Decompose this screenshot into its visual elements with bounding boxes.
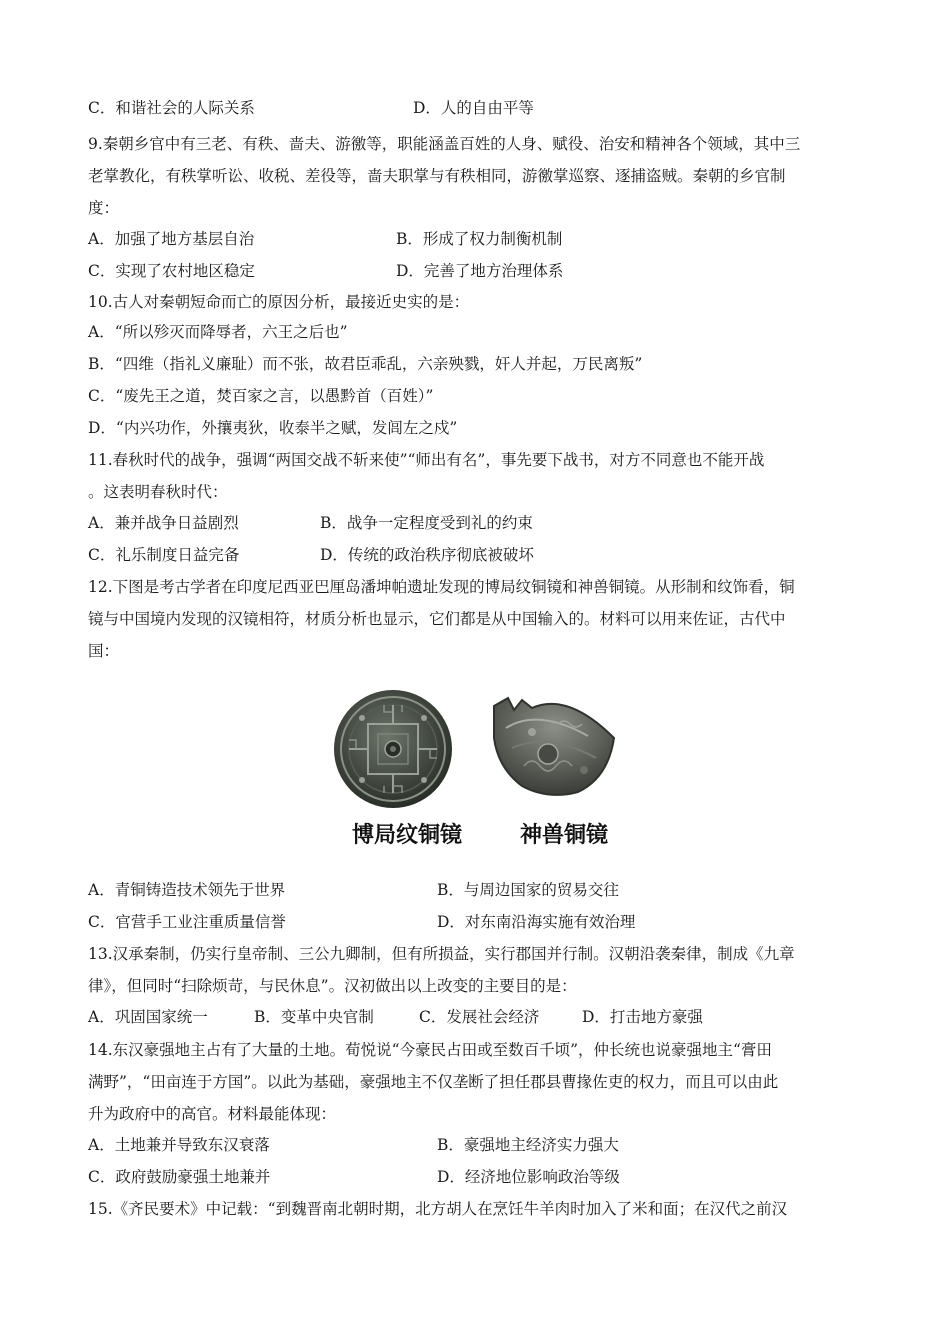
q10-stem: 10.古人对秦朝短命而亡的原因分析，最接近史实的是： <box>88 293 470 311</box>
q9-option-d: D．完善了地方治理体系 <box>396 262 564 280</box>
q11-stem-line: 。这表明春秋时代： <box>88 483 228 501</box>
q13-option-d: D．打击地方豪强 <box>582 1008 703 1026</box>
q11-option-d: D．传统的政治秩序彻底被破坏 <box>320 546 534 564</box>
q9-option-b: B．形成了权力制衡机制 <box>396 230 563 248</box>
q13-option-a: A．巩固国家统一 <box>88 1008 208 1026</box>
q13-option-c: C．发展社会经济 <box>419 1008 540 1026</box>
q13-stem-line: 律》，但同时“扫除烦苛，与民休息”。汉初做出以上改变的主要目的是： <box>88 977 577 995</box>
q12-stem-line: 镜与中国境内发现的汉镜相符，材质分析也显示，它们都是从中国输入的。材料可以用来佐证，古代中 <box>88 610 786 628</box>
q12-option-c: C．官营手工业注重质量信誉 <box>88 913 286 931</box>
q11-stem-line: 11.春秋时代的战争，强调“两国交战不斩来使”“师出有名”，事先要下战书，对方不同意也不能开战 <box>88 451 765 469</box>
boju-mirror-image <box>332 688 454 810</box>
q9-stem-line: 老掌教化，有秩掌听讼、收税、差役等，啬夫职掌与有秩相同，游徼掌巡察、逐捕盗贼。秦朝的乡官制 <box>88 167 786 185</box>
q13-stem-line: 13.汉承秦制，仍实行皇帝制、三公九卿制，但有所损益，实行郡国并行制。汉朝沿袭秦律，制成《九章 <box>88 945 795 963</box>
q10-option-a: A．“所以殄灭而降辱者，六王之后也” <box>88 323 348 341</box>
q12-stem-line: 国： <box>88 642 120 660</box>
q15-stem-line: 15.《齐民要术》中记载：“到魏晋南北朝时期，北方胡人在烹饪牛羊肉时加入了米和面；在汉代之前汉 <box>88 1200 788 1218</box>
q10-option-b: B．“四维（指礼义廉耻）而不张，故君臣乖乱，六亲殃戮，奸人并起，万民离叛” <box>88 355 643 373</box>
q12-option-b: B．与周边国家的贸易交往 <box>437 881 619 899</box>
q12-stem-line: 12.下图是考古学者在印度尼西亚巴厘岛潘坤帕遗址发现的博局纹铜镜和神兽铜镜。从形制和纹饰看，铜 <box>88 578 795 596</box>
q9-option-a: A．加强了地方基层自治 <box>88 230 255 248</box>
q14-option-d: D．经济地位影响政治等级 <box>437 1168 620 1186</box>
figure-caption-boju: 博局纹铜镜 <box>352 823 463 848</box>
q14-stem-line: 14.东汉豪强地主占有了大量的土地。荀悦说“今豪民占田或至数百千顷”，仲长统也说豪强地主“膏田 <box>88 1041 772 1059</box>
q8-option-d: D．人的自由平等 <box>413 99 534 117</box>
q14-option-a: A．土地兼并导致东汉衰落 <box>88 1136 270 1154</box>
q8-option-c: C．和谐社会的人际关系 <box>88 99 255 117</box>
q14-option-c: C．政府鼓励豪强土地兼并 <box>88 1168 271 1186</box>
q14-stem-line: 满野”，“田亩连于方国”。以此为基础，豪强地主不仅垄断了担任郡县曹掾佐吏的权力，而且可以由此 <box>88 1073 779 1091</box>
q11-option-a: A．兼并战争日益剧烈 <box>88 514 239 532</box>
q9-option-c: C．实现了农村地区稳定 <box>88 262 255 280</box>
q9-stem-line: 9.秦朝乡官中有三老、有秩、啬夫、游徼等，职能涵盖百姓的人身、赋役、治安和精神各个领域，其中三 <box>88 135 801 153</box>
q14-stem-line: 升为政府中的高官。材料最能体现： <box>88 1105 337 1123</box>
q10-option-d: D．“内兴功作，外攘夷狄，收泰半之赋，发闾左之戍” <box>88 419 458 437</box>
q12-option-d: D．对东南沿海实施有效治理 <box>437 913 636 931</box>
beast-mirror-image <box>488 688 620 800</box>
figure-caption-beast: 神兽铜镜 <box>520 823 609 848</box>
q11-option-c: C．礼乐制度日益完备 <box>88 546 240 564</box>
q11-option-b: B．战争一定程度受到礼的约束 <box>320 514 533 532</box>
q12-option-a: A．青铜铸造技术领先于世界 <box>88 881 286 899</box>
q13-option-b: B．变革中央官制 <box>254 1008 374 1026</box>
q14-option-b: B．豪强地主经济实力强大 <box>437 1136 619 1154</box>
q9-stem-line: 度： <box>88 199 120 217</box>
q10-option-c: C．“废先王之道，焚百家之言，以愚黔首（百姓）” <box>88 387 434 405</box>
